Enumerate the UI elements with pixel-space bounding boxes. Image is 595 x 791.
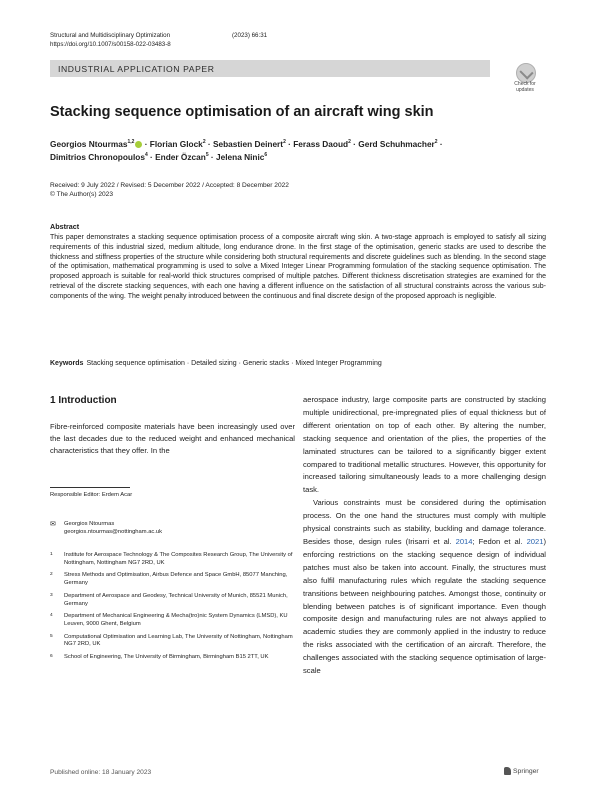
keywords bbox=[50, 360, 546, 367]
envelope-icon: ✉ bbox=[50, 521, 56, 528]
doi-link[interactable]: https://doi.org/10.1007/s00158-022-03483-8 bbox=[50, 41, 171, 48]
affiliation-item: 1 Institute for Aerospace Technology & The Composites Research Group, The University of Nottingham, Nottingham NG7 2RD, UK bbox=[50, 552, 293, 566]
corresponding-name: Georgios Ntourmas bbox=[64, 521, 115, 527]
intro-paragraph-1: aerospace industry, large composite parts are constructed by stacking multiple unidirectional, pre-impregnated plies of equal thickness but of different orientation on top of each other. By altering the number, stacking sequence and orientation of the plies, the properties of the laminated structures can be tailored to a significantly bigger extent compared to traditional metallic structures. However, this opportunity for increased tailoring simultaneously leads to a more challenging design task. bbox=[303, 395, 546, 495]
responsible-editor: Responsible Editor: Erdem Acar bbox=[50, 492, 133, 498]
publisher-logo: Springer bbox=[504, 767, 539, 775]
volume-page: (2023) 66:31 bbox=[232, 32, 268, 39]
keywords-label: Keywords bbox=[50, 360, 84, 367]
check-for-updates-badge[interactable] bbox=[510, 63, 540, 95]
badge-label: Check for updates bbox=[514, 81, 536, 93]
author-name[interactable]: Georgios Ntourmas bbox=[50, 139, 128, 149]
keywords-text: Stacking sequence optimisation · Detailed sizing · Generic stacks · Mixed Integer Programming bbox=[86, 360, 382, 367]
affiliation-item: 4 Department of Mechanical Engineering & Mecha(tro)nic System Dynamics (LMSD), KU Leuven, 9000 Ghent, Belgium bbox=[50, 613, 288, 627]
springer-horse-icon bbox=[504, 767, 511, 775]
footnote-divider bbox=[50, 487, 130, 488]
author-list: Georgios Ntourmas$^{1,2}$ · Florian Glock$^2$ · Sebastien Deinert$^2$ · Ferass Daoud$^2$ · Gerd Schuhmacher$^2$ · Dimitrios Chronopoulos$^4$ · Ender Özcan$^5$ · Jelena Ninic$^6$ bbox=[50, 139, 443, 162]
affiliation-item: 3 Department of Aerospace and Geodesy, Technical University of Munich, 85521 Munich, Germany bbox=[50, 592, 288, 607]
abstract-text: This paper demonstrates a stacking sequence optimisation process of a composite aircraft wing skin. A two-stage approach is employed to satisfy all sizing requirements of this industrial sized, medium altitude, long endurance drone. In the first stage of the optimisation, generic stacks are used to describe the thickness and stiffness properties of the structure while considering both structural requirements and discrete guidelines such as blending. In the second stage of the optimisation, mathematical programming is used to solve a Mixed Integer Linear Programming formulation of the stacking sequence optimisation. The proposed approach is suitable for real-world thick structures comprised of multiple patches. Different thickness discretisation strategies are examined for the retrieval of the discrete stacking sequences, with each one having a different influence on the satisfaction of all structural constraints across the various sub-components of the wing. The weight penalty introduced between the continuous and final discrete design of the proposed approach is negligible. bbox=[50, 234, 546, 300]
corresponding-email[interactable]: georgios.ntourmas@nottingham.ac.uk bbox=[64, 528, 163, 535]
affiliation-item: 6 School of Engineering, The University of Birmingham, Birmingham B15 2TT, UK bbox=[50, 653, 269, 660]
section-banner-label: INDUSTRIAL APPLICATION PAPER bbox=[58, 64, 215, 74]
published-online: Published online: 18 January 2023 bbox=[50, 769, 152, 776]
intro-left-paragraph: Fibre-reinforced composite materials have been increasingly used over the last decades due to the reduced weight and enhanced mechanical characteristics that they offer. In the bbox=[50, 422, 295, 455]
affiliation-item: 5 Computational Optimisation and Learning Lab, The University of Nottingham, Nottingham NG7 2RD, UK bbox=[50, 633, 293, 648]
section-heading-introduction: 1 Introduction bbox=[50, 395, 117, 406]
corresponding-author bbox=[50, 521, 295, 537]
check-updates-icon bbox=[516, 63, 536, 83]
affiliation-item: 2 Stress Methods and Optimisation, Airbus Defence and Space GmbH, 85077 Manching, Germany bbox=[50, 572, 288, 587]
article-dates bbox=[50, 182, 289, 199]
section-banner bbox=[50, 60, 490, 77]
received-revised-accepted: Received: 9 July 2022 / Revised: 5 December 2022 / Accepted: 8 December 2022 bbox=[50, 182, 289, 189]
journal-name: Structural and Multidisciplinary Optimization bbox=[50, 32, 171, 39]
paper-title: Stacking sequence optimisation of an aircraft wing skin bbox=[50, 104, 434, 120]
abstract-heading: Abstract bbox=[50, 222, 80, 231]
copyright: © The Author(s) 2023 bbox=[50, 190, 114, 198]
intro-right-column bbox=[303, 394, 546, 678]
citation-link[interactable]: 2014 bbox=[455, 536, 473, 546]
affiliations-list bbox=[50, 552, 295, 667]
citation-link[interactable]: 2021 bbox=[526, 536, 544, 546]
intro-paragraph-2: Various constraints must be considered during the optimisation process. On the one hand the structures must comply with multiple physical constraints such as stability, buckling and damage tolerance. Besides those, design rules (Irisarri et al. 2014; Fedon et al. 2021) enforcing restrictions on the stacking sequence design of individual patches must also be taken into account. Finally, the structures must also fulfil manufacturing rules which regulate the stacking sequence transitions between neighbouring patches. Amongst those, continuity or blending between patches is of significant importance. Even though composite design and manufacturing rules are not always applied to academic studies they are commonly applied in the industry to reduce the risks associated with the certification of an aircraft. Therefore, the challenges associated with the stacking sequence optimisation of large-scale bbox=[303, 498, 547, 676]
